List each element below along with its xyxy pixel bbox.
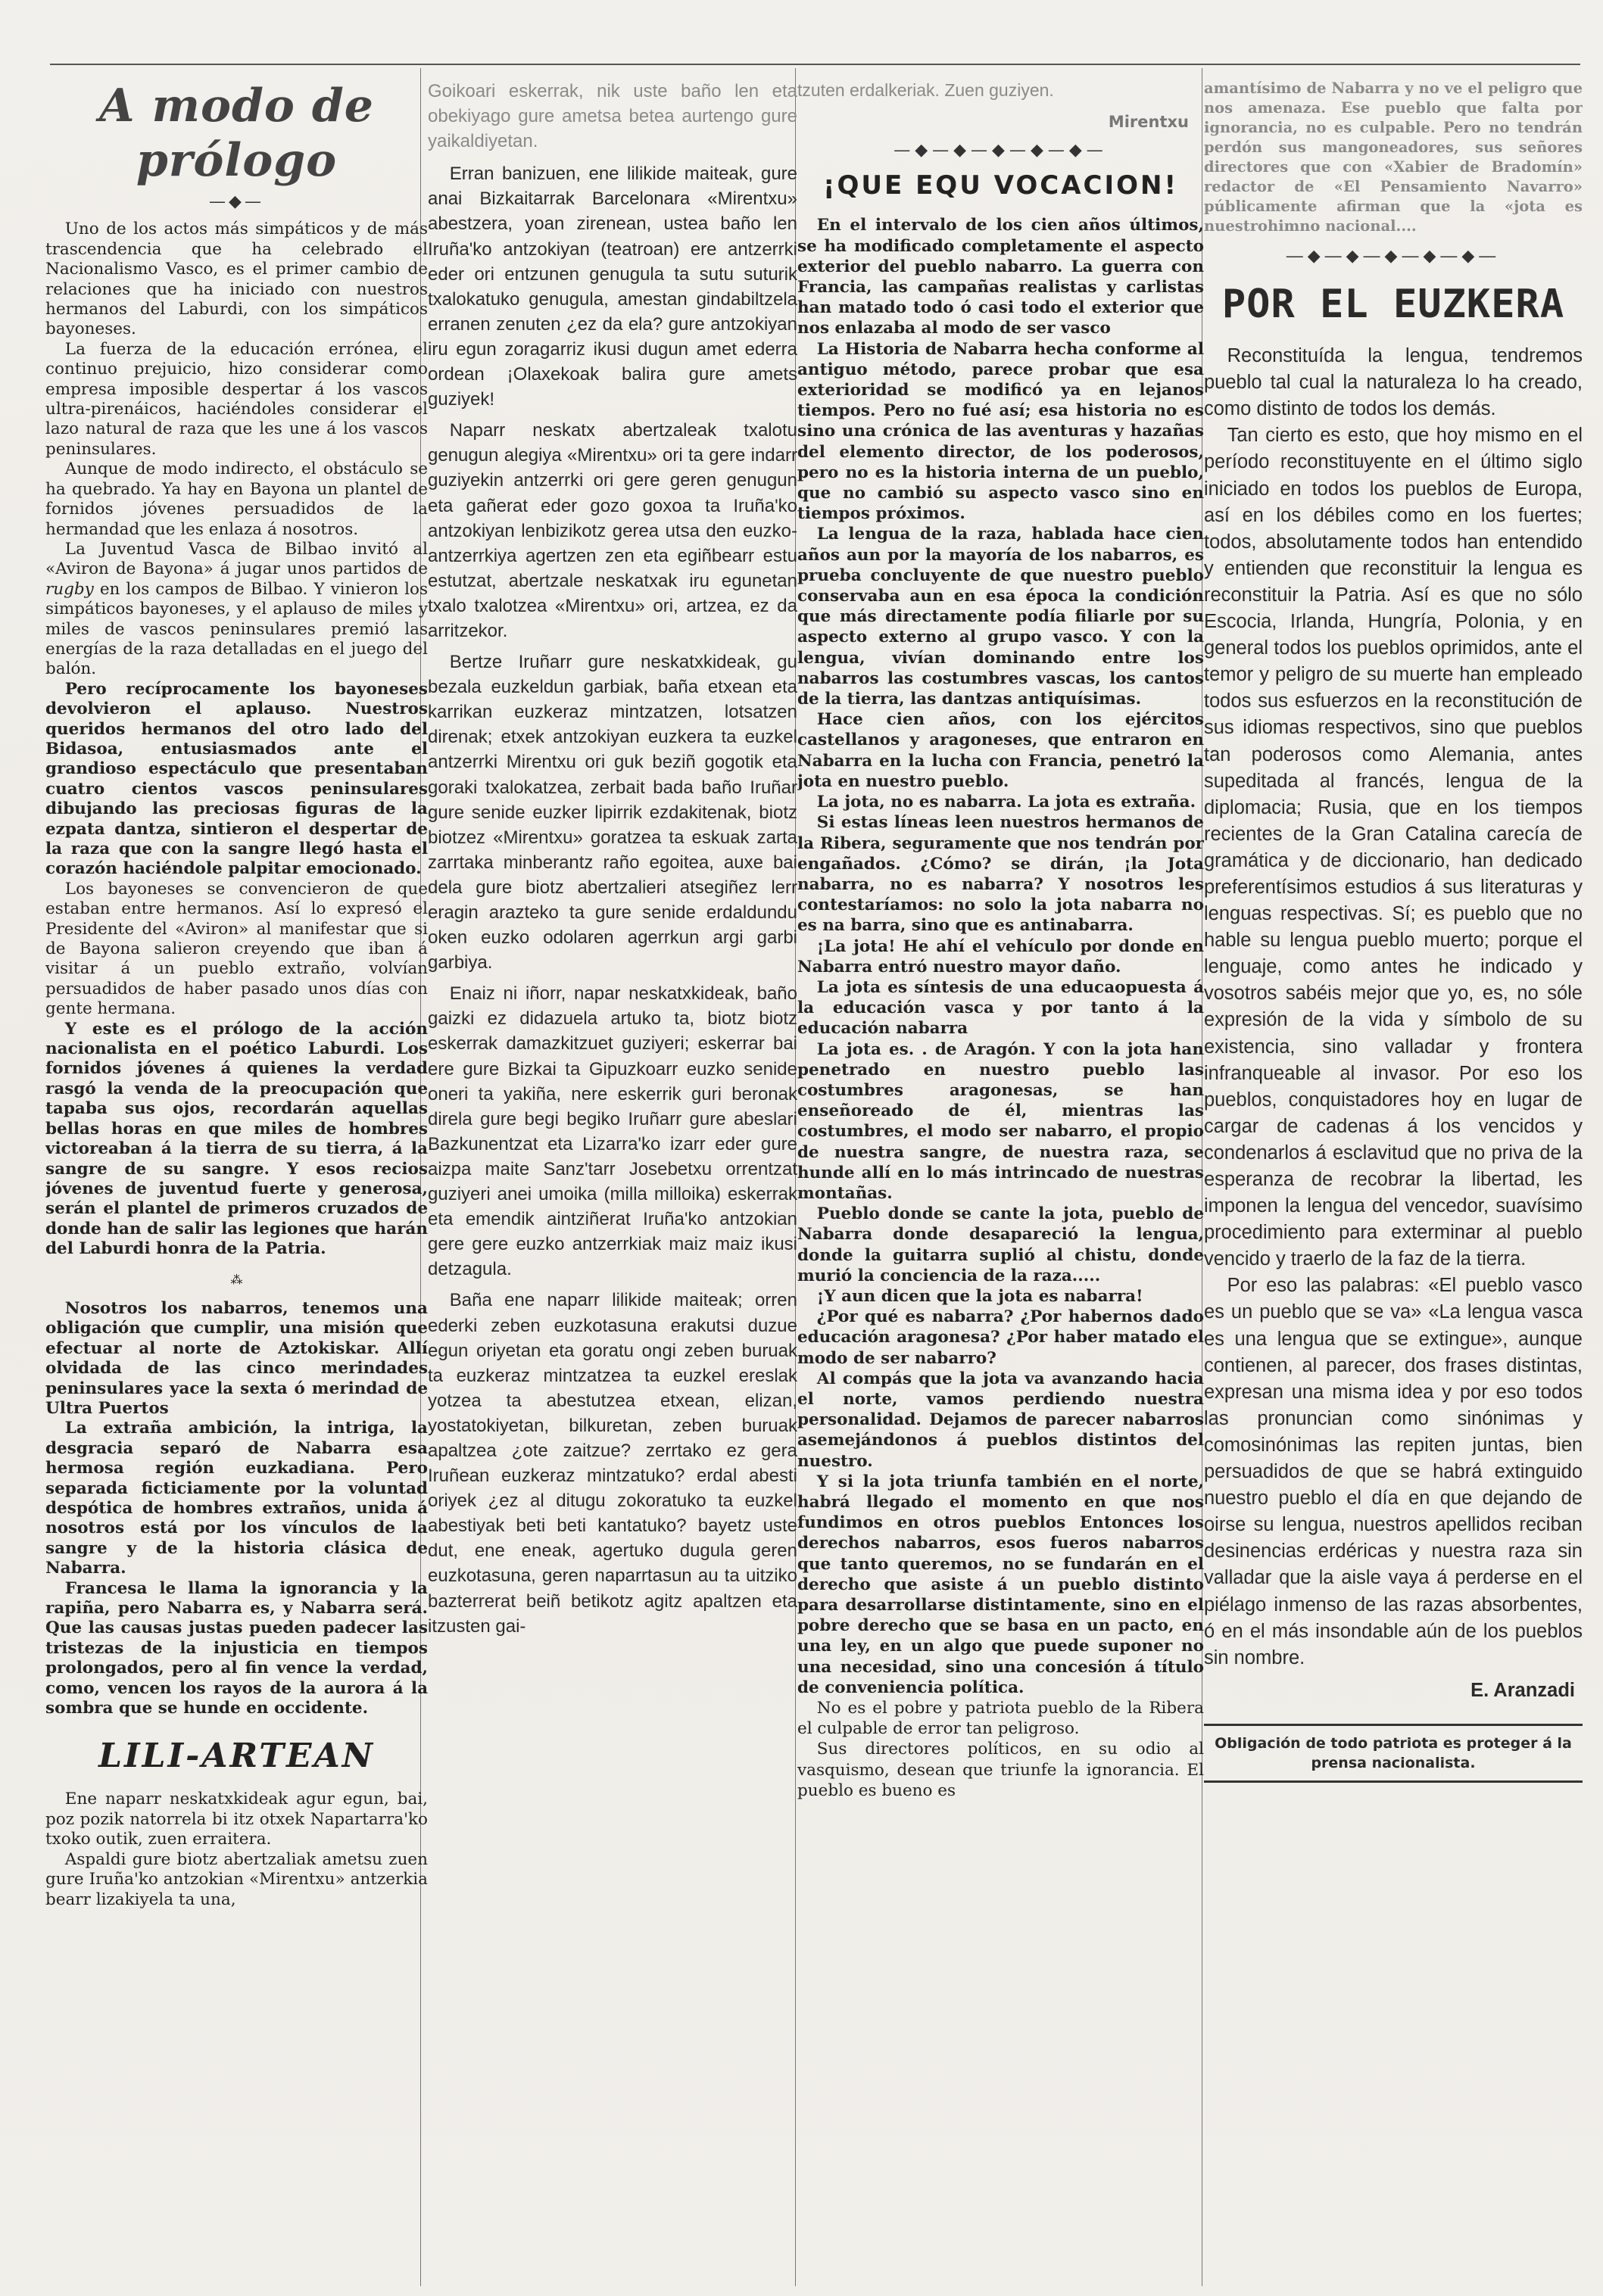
asterism: ⁂ <box>230 1272 243 1287</box>
paragraph: Pero recíprocamente los bayoneses devolvieron el aplauso. Nuestros queridos hermanos del otro lado del Bidasoa, entusiasmados ante el grandioso espectáculo que presentaban cuatro cientos vascos peninsulares dibujando las preciosas figuras de la ezpata dantza, sintieron el despertar de la raza que con la sangre llegó hasta el corazón haciéndole palpitar emocionado. <box>45 679 428 879</box>
paragraph: Los bayoneses se convencieron de que estaban entre hermanos. Así lo expresó el Presidente del «Aviron» al manifestar que si de Bayona salieron creyendo que iban á visitar á un pueblo extraño, volvían persuadidos de haber pasado unos días con gente hermana. <box>45 879 428 1019</box>
paragraph: La jota es. . de Aragón. Y con la jota han penetrado en nuestro pueblo las costumbres aragonesas, se han enseñoreado de él, mientras las costumbres, el modo ser nabarro, el propio de nuestra sangre, de nuestra raza, se hunde allí en lo más intrincado de nuestras montañas. <box>797 1039 1204 1203</box>
ornament: —◆— <box>209 192 264 211</box>
emphasis: rugby <box>45 579 94 599</box>
paragraph: Goikoari eskerrak, nik uste baño len eta obekiyago gure ametsa betea aurtengo gure yaikaldiyetan. <box>428 81 797 152</box>
paragraph: ¡Y aun dicen que la jota es nabarra! <box>816 1286 1143 1306</box>
paragraph: Nosotros los nabarros, tenemos una obligación que cumplir, una misión que efectuar al norte de Aztokiskar. Allí olvidada de las cinco merindades peninsulares yace la sexta ó merindad de Ultra Puertos <box>45 1298 428 1418</box>
column-2 <box>428 79 797 2289</box>
article-title: ¡QUE EQU VOCACION! <box>822 170 1178 201</box>
paragraph: Naparr neskatx abertzaleak txalotu genugun alegiya «Mirentxu» ori ta gere indarr guziyekin antzerrki ori gere geren genugun eta gañerat eder gozo goxoa ta Iruña'ko antzokiyan lenbizikotz gerea utsa den euzko-antzerrkiya agertzen zen eta egiñbearr estu estutzat, abertzale neskatxak iru egunetan txalo txalotzea «Mirentxu» ori, artzea, ez da arritzekor. <box>428 420 797 641</box>
paragraph: Ene naparr neskatxkideak agur egun, bai, poz pozik natorrela bi itz otxek Napartarra'ko txoko outik, zuen erraitera. <box>45 1790 428 1849</box>
paragraph: Francesa le llama la ignorancia y la rapiña, pero Nabarra es, y Nabarra será. Que las causas justas pueden padecer las tristezas de la injusticia en tiempos prolongados, pero al fin vence la verdad, como, vencen los rayos de la aurora á la sombra que se hunde en occidente. <box>45 1578 428 1718</box>
paragraph: Erran banizuen, ene lilikide maiteak, gure anai Bizkaitarrak Barcelonara «Mirentxu» abestzera, yoan zirenean, ustea baño len Iruña'ko antzokiyan (teatroan) ere antzerrki eder ori entzunen genugula ta sutu suturik txalokatuko genugula, amestan gindabiltzela erranen zenuten ¿ez da ela? gure antzokiyan iru egun zoragarriz ikusi dugun amet ederra ordean ¡Olaxekoak balira gure amets guziyek! <box>428 164 797 410</box>
top-rule <box>50 64 1580 65</box>
column-3 <box>797 79 1204 2289</box>
signature: Mirentxu <box>1108 113 1189 131</box>
paragraph: La extraña ambición, la intriga, la desgracia separó de Nabarra esa hermosa región euzkadiana. Pero separada ficticiamente por la voluntad despótica de hombres extraños, unida á nosotros está por los vínculos de la sangre y de la historia clásica de Nabarra. <box>45 1419 428 1578</box>
paragraph: tzuten erdalkeriak. Zuen guziyen. <box>797 80 1054 100</box>
article-title: A modo de prólogo <box>99 79 374 187</box>
paragraph: Hace cien años, con los ejércitos castellanos y aragoneses, que entraron en Nabarra en la lucha con Francia, penetró la jota en nuestro pueblo. <box>797 710 1204 791</box>
paragraph: La jota, no es nabarra. La jota es extraña. <box>816 793 1196 812</box>
ornament: —◆—◆—◆—◆—◆— <box>1286 246 1501 265</box>
notice-box: Obligación de todo patriota es proteger á la prensa nacionalista. <box>1204 1724 1583 1783</box>
signature: E. Aranzadi <box>1470 1679 1575 1701</box>
paragraph: amantísimo de Nabarra y no ve el peligro que nos amenaza. Ese pueblo que falta por ignorancia, no es culpable. Pero no tendrán perdón sus mangoneadores, sus señores directores que con «Xabier de Bradomín» redactor de «El Pensamiento Navarro» públicamente afirman que la «jota es nuestrohimno nacional.... <box>1204 79 1583 235</box>
ornament: —◆—◆—◆—◆—◆— <box>894 141 1108 160</box>
article-title: POR EL EUZKERA <box>1221 282 1565 328</box>
paragraph: Al compás que la jota va avanzando hacia el norte, vamos perdiendo nuestra personalidad. Dejamos de parecer nabarros asemejándonos á pueblos distintos del nuestro. <box>797 1369 1204 1471</box>
paragraph: No es el pobre y patriota pueblo de la Ribera el culpable de error tan peligroso. <box>797 1699 1204 1739</box>
paragraph: La fuerza de la educación errónea, el continuo prejuicio, hizo considerar como empresa imposible despertar á los vascos ultra-pirenáicos, haciéndoles considerar el lazo natural de raza que les une á los vascos peninsulares. <box>45 339 428 459</box>
paragraph: Pueblo donde se cante la jota, pueblo de Nabarra donde desapareció la lengua, donde la guitarra suplió al chistu, donde murió la conciencia de la raza..... <box>797 1204 1204 1285</box>
paragraph: Baña ene naparr lilikide maiteak; orren ederki zeben euzkotasuna erakutsi duzue egun oriyetan eta goratu ongi zeben buruak ta euzkeraz mintzatzea ta euzkel ereslak yotzea ta abestutzea etxean, elizan, yostatokiyetan, bilkuretan, zeben buruak apaltzea ¿ote zaitzue? zerrtako ez gera Iruñean euzkeraz mintzatuko? erdal abesti oriyek ¿ez al ditugu zokoratuko ta euzkel abestiyak beti beti kantatuko? bayetz uste dut, ene eneak, agertuko dugula geren euzkotasuna, geren naparrtasun au ta uitziko bazterrerat beiñ betikotz agitz apaltzen eta itzusten gai- <box>428 1290 797 1637</box>
paragraph: Y este es el prólogo de la acción nacionalista en el poético Laburdi. Los fornidos jóvenes á quienes la verdad rasgó la venda de la preocupación que tapaba sus ojos, recordarán aquellas bellas horas en que miles de hombres victoreaban á la tierra de su tierra, á la sangre de su sangre. Y esos recios jóvenes de juventud fuerte y generosa, serán el plantel de primeros cruzados de donde han de salir las legiones que harán del Laburdi honra de la Patria. <box>45 1019 428 1259</box>
paragraph: La lengua de la raza, hablada hace cien años aun por la mayoría de los nabarros, es prueba concluyente de que nuestro pueblo conservaba aun en esa época la condición que más directamente podía filiarle por su aspecto externo al grupo vasco. Y con la lengua, vivían dominando entre los nabarros las costumbres vascas, los cantos de la tierra, las dantzas antiquísimas. <box>797 525 1204 709</box>
article-title: LILI-ARTEAN <box>98 1737 375 1776</box>
paragraph: Bertze Iruñarr gure neskatxkideak, gu bezala euzkeldun garbiak, baña etxean eta karrikan euzkeraz mintzatzen, lotsatzen direnak; etxek antzokiyan euzkera ta euzkel antzerrki Mirentxu ori guk beziñ gogotik eta goraki txalokatzea, zerbait bada baño Iruñar gure senide euzker lipirrik ezdakitenak, biotz biotzez «Mirentxu» goratzea ta eskuak zarta zarrtaka minberantz raño egoitea, auxe bai dela gure biotz abertzalieri atsegiñez lerr eragin arazteko ta gure senide erdaldundu oken euzko odolaren agerrkun argi garbi garbiya. <box>428 652 797 974</box>
paragraph: En el intervalo de los cien años últimos, se ha modificado completamente el aspecto exterior del pueblo nabarro. La guerra con Francia, las campañas realistas y carlistas han matado todo ó casi todo el exterior que nos enlazaba al modo de ser vasco <box>797 216 1204 338</box>
paragraph: ¡La jota! He ahí el vehículo por donde en Nabarra entró nuestro mayor daño. <box>797 936 1204 977</box>
paragraph: ¿Por qué es nabarra? ¿Por habernos dado educación aragonesa? ¿Por haber matado el modo de ser nabarro? <box>797 1307 1204 1368</box>
paragraph: La Historia de Nabarra hecha conforme al antiguo método, parece probar que esa exterioridad se modificó ya en lejanos tiempos. Pero no fué así; esa historia no es sino una crónica de las aventuras y hazañas del elemento director, de los poderosos, pero no es la historia interna de un pueblo, que no cambió su aspecto vasco sino en tiempos próximos. <box>797 339 1204 524</box>
paragraph: Sus directores políticos, en su odio al vasquismo, desean que triunfe la ignorancia. El pueblo es bueno es <box>797 1740 1204 1800</box>
paragraph: Aspaldi gure biotz abertzaliak ametsu zuen gure Iruña'ko antzokian «Mirentxu» antzerkia bearr lizakiyela ta una, <box>45 1849 428 1909</box>
text-run: en los campos de Bilbao. Y vinieron los simpáticos bayoneses, y el aplauso de miles y miles de vascos peninsulares premió las energías de la raza detalladas en el juego del balón. <box>45 579 428 679</box>
paragraph: La jota es síntesis de una educaopuesta á la educación vasca y por tanto á la educación nabarra <box>797 977 1204 1039</box>
column-4 <box>1204 79 1583 2289</box>
paragraph: Uno de los actos más simpáticos y de más trascendencia que ha celebrado el Nacionalismo Vasco, es el primer cambio de relaciones que ha iniciado con nuestros hermanos del Laburdi, con los simpáticos bayoneses. <box>45 220 428 339</box>
paragraph: Si estas líneas leen nuestros hermanos de la Ribera, seguramente que nos tendrán por engañados. ¿Cómo? se dirán, ¡la Jota nabarra, no es nabarra? Y nosotros les contestaríamos: no solo la jota nabarra no es na barra, sino que es antinabarra. <box>797 813 1204 936</box>
paragraph: Tan cierto es esto, que hoy mismo en el período reconstituyente en el último siglo iniciado en todos los pueblos de Europa, así en los débiles como en los fuertes; todos, absolutamente todos han entendido y entienden que reconstituir la lengua es reconstituir la Patria. Así es que no sólo Escocia, Irlanda, Hungría, Polonia, y en general todos los pueblos oprimidos, ante el temor y peligro de su muerte han empleado todos sus esfuerzos en la reconstitución de sus idiomas respectivos, sino que pueblos tan poderosos como Alemania, antes supeditada al francés, lengua de la diplomacia; Rusia, que en los tiempos recientes de la Gran Catalina carecía de gramática y de diccionario, han dedicado preferentísimos estudios á sus literaturas y lenguas respectivas. Sí; es pueblo que no hable su lengua pueblo muerto; porque el lenguaje, como antes he indicado y vosotros sabéis mejor que yo, es, no sóle expresión de la vida y símbolo de su existencia, sino valladar y frontera infranqueable al invasor. Por eso los pueblos, conquistadores hoy en lugar de cargar de cadenas á los vencidos y condenarlos á esclavitud que no priva de la esperanza de recobrar la libertad, les imponen la lengua del vencedor, suavísimo procedimiento para exterminar al pueblo vencido y traerlo de la faz de la tierra. <box>1204 425 1583 1270</box>
paragraph <box>45 540 428 680</box>
paragraph: Y si la jota triunfa también en el norte, habrá llegado el momento en que nos fundimos en otros pueblos Entonces los derechos nabarros, esos fueros nabarros que tanto queremos, no se fundarán en el derecho que asiste á un pueblo distinto para desarrollarse distintamente, sino en el pobre derecho que se basa en un pacto, en una ley, en un algo que puede suponer no una necesidad, sino una concesión á título de conveniencia política. <box>797 1472 1204 1697</box>
paragraph: Reconstituída la lengua, tendremos pueblo tal cual la naturaleza lo ha creado, como distinto de todos los demás. <box>1204 345 1583 420</box>
paragraph: Aunque de modo indirecto, el obstáculo se ha quebrado. Ya hay en Bayona un plantel de fornidos jóvenes persuadidos de la hermandad que les enlaza á nosotros. <box>45 460 428 539</box>
paragraph: Por eso las palabras: «El pueblo vasco es un pueblo que se va» «La lengua vasca es una lengua que se extingue», aunque contienen, al parecer, dos frases distintas, expresan una misma idea y por eso todos las pronuncian como sinónimas y comosinónimas las repiten juntas, bien persuadidos de que se habrá extinguido nuestro pueblo el día en que dejando de oirse su lengua, nuestros apellidos reciban desinencias erdéricas y nuestra raza sin valladar que la aisle vaya á perderse en el piélago inmenso de las razas absorbentes, ó en el más insondable aún de los pueblos sin nombre. <box>1204 1275 1583 1668</box>
text-run: La Juventud Vasca de Bilbao invitó al «Aviron de Bayona» á jugar unos partidos de <box>45 539 428 579</box>
column-1 <box>45 79 428 2289</box>
paragraph: Enaiz ni iñorr, napar neskatxkideak, baño gaizki ez didazuela artuko ta, biotz biotz eskerrak damazkitzuet guziyeri; eskerrar bai ere gure Bizkai ta Gipuzkoarr euzko senide oneri ta yakiña, nere eskerrik guri beronak direla gure begi begiko Iruñarr gure abeslari Bazkunentzat eta Lizarra'ko izarr eder gure aizpa maite Sanz'tarr Josebetxu orrentzat guziyeri anei umoika (milla milloika) eskerrak eta emendik aintziñerat Iruña'ko antzokian gere gere euzko antzerrkiak maiz maiz ikusi detzagula. <box>428 983 797 1280</box>
